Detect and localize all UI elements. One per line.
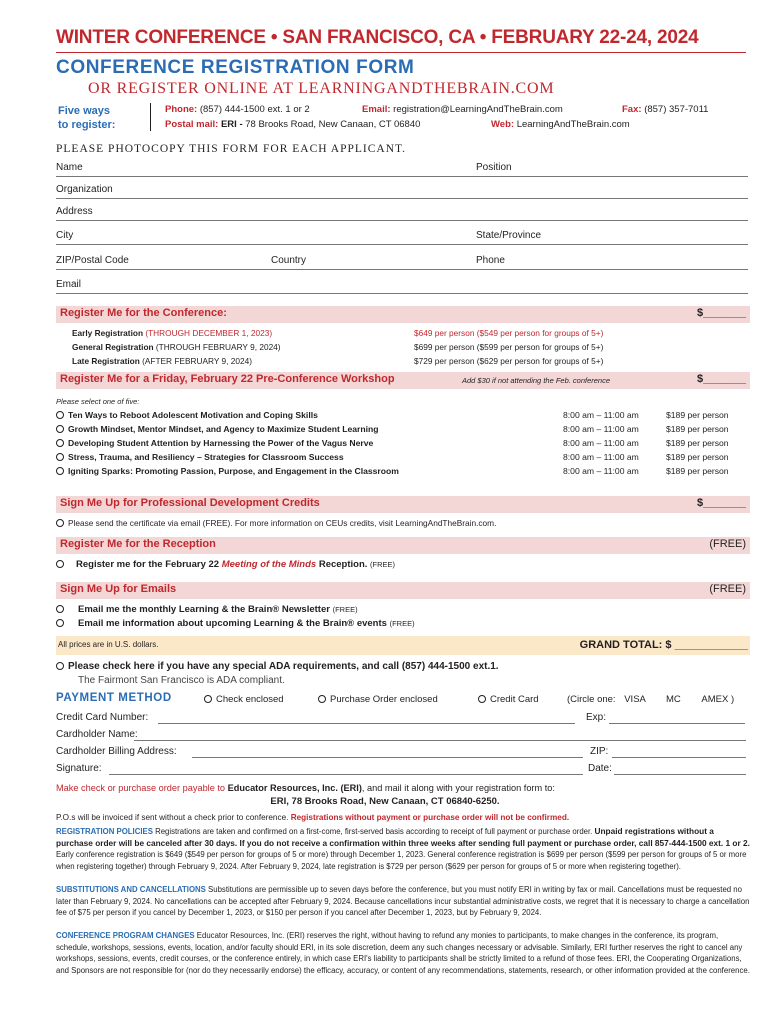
payment-title: PAYMENT METHOD <box>56 692 172 704</box>
ada-line: Please check here if you have any special ADA requirements, and call (857) 444-1500 ext.1. <box>68 661 499 672</box>
workshop-item-title: Igniting Sparks: Promoting Passion, Purpose, and Engagement in the Classroom <box>68 466 399 476</box>
address-field[interactable] <box>56 220 748 221</box>
card-number-label: Credit Card Number: <box>56 712 149 723</box>
checkbox-circle-icon[interactable] <box>56 662 64 670</box>
position-label: Position <box>476 162 512 173</box>
payable-address: ERI, 78 Brooks Road, New Canaan, CT 06840-6250. <box>270 796 500 807</box>
city-label: City <box>56 230 74 241</box>
mail-value: 78 Brooks Road, New Canaan, CT 06840 <box>245 119 421 130</box>
po-note: P.O.s will be invoiced if sent without a check prior to conference. <box>56 813 289 822</box>
events-option-label: Email me information about upcoming Learning & the Brain® events <box>78 618 387 629</box>
amex-option[interactable]: AMEX ) <box>701 694 735 705</box>
zip-label: ZIP/Postal Code <box>56 255 129 266</box>
reception-amount: (FREE) <box>709 538 746 550</box>
checkbox-circle-icon[interactable] <box>204 695 212 703</box>
payable-pre: Make check or purchase order payable to <box>56 783 226 793</box>
contact-row-1 <box>165 104 310 115</box>
organization-field[interactable] <box>56 198 748 199</box>
workshop-bar <box>56 372 750 389</box>
workshop-item-title: Ten Ways to Reboot Adolescent Motivation and Coping Skills <box>68 410 318 420</box>
contact-fax <box>622 104 708 115</box>
workshop-item-price: $189 per person <box>666 466 729 476</box>
country-label: Country <box>271 255 307 266</box>
checkbox-circle-icon[interactable] <box>56 560 64 568</box>
ways-divider <box>150 103 151 131</box>
address-label: Address <box>56 206 93 217</box>
workshop-item-price: $189 per person <box>666 452 729 462</box>
registration-policies <box>56 826 752 872</box>
circle-one-label: (Circle one: <box>567 694 616 705</box>
checkbox-circle-icon[interactable] <box>56 605 64 613</box>
late-note: (AFTER FEBRUARY 9, 2024) <box>142 356 252 366</box>
workshop-item-price: $189 per person <box>666 438 729 448</box>
organization-label: Organization <box>56 184 113 195</box>
checkbox-circle-icon[interactable] <box>318 695 326 703</box>
workshop-item-title: Stress, Trauma, and Resiliency – Strategies for Classroom Success <box>68 452 344 462</box>
checkbox-circle-icon[interactable] <box>56 411 64 419</box>
workshop-note: Add $30 if not attending the Feb. conference <box>462 376 611 385</box>
emails-bar <box>56 582 750 599</box>
payable-line <box>56 783 555 793</box>
prices-note: All prices are in U.S. dollars. <box>58 640 159 649</box>
payment-po-label: Purchase Order enclosed <box>330 694 438 705</box>
zip-pay-label: ZIP: <box>590 746 609 757</box>
online-line[interactable]: OR REGISTER ONLINE AT LEARNINGANDTHEBRAIN.COM <box>88 80 555 97</box>
exp-field[interactable] <box>609 723 745 724</box>
email-label: Email: <box>362 104 391 115</box>
workshop-title: Register Me for a Friday, February 22 Pre-Conference Workshop <box>60 373 395 385</box>
web-label: Web: <box>491 119 515 130</box>
fax-value: (857) 357-7011 <box>644 104 709 115</box>
conference-bar <box>56 306 750 323</box>
payment-check[interactable] <box>204 694 284 705</box>
mail-label: Postal mail: <box>165 119 219 130</box>
signature-label: Signature: <box>56 763 102 774</box>
credits-title: Sign Me Up for Professional Development Credits <box>60 497 320 509</box>
registration-policies-text: Registrations are taken and confirmed on a first-come, first-served basis according to receipt of full payment or purchase order. <box>155 827 593 836</box>
grand-total[interactable]: GRAND TOTAL: $ ____________ <box>579 639 748 651</box>
payment-card-label: Credit Card <box>490 694 539 705</box>
general-note: (THROUGH FEBRUARY 9, 2024) <box>155 342 281 352</box>
ways-label-line1: Five ways <box>58 105 110 117</box>
workshop-item-title: Developing Student Attention by Harnessing the Power of the Vagus Nerve <box>68 438 374 448</box>
newsletter-option-label: Email me the monthly Learning & the Brain® Newsletter <box>78 604 330 615</box>
payable-bold: Educator Resources, Inc. (ERI) <box>227 783 362 793</box>
emails-title: Sign Me Up for Emails <box>60 583 177 595</box>
signature-field[interactable] <box>109 774 583 775</box>
photocopy-note: PLEASE PHOTOCOPY THIS FORM FOR EACH APPLICANT. <box>56 143 407 155</box>
general-name: General Registration <box>72 342 154 352</box>
state-label: State/Province <box>476 230 542 241</box>
conference-title: Register Me for the Conference: <box>60 307 227 319</box>
payment-card[interactable] <box>478 694 539 705</box>
checkbox-circle-icon[interactable] <box>56 619 64 627</box>
email-value[interactable]: registration@LearningAndTheBrain.com <box>393 104 563 115</box>
workshop-item-title: Growth Mindset, Mentor Mindset, and Agency to Maximize Student Learning <box>68 424 379 434</box>
zip-field[interactable] <box>56 269 748 270</box>
substitutions-text: Substitutions are permissible up to seven days before the conference, but you must notify ERI in writing by fax or mail. Cancellations must be requested no later than February 9, 2024. No cancellations can be accepted after February 9, 2024. Because cancellations incur substantial administrative costs, we regret that it is necessary to charge a cancellation fee of $75 per person if you cancel by December 1, 2023, or $150 per person if you cancel after December 1, 2023, but by February 9, 2024. <box>56 885 750 917</box>
visa-option[interactable]: VISA <box>624 694 646 705</box>
workshop-item[interactable] <box>56 438 373 448</box>
mail-value-bold: ERI - <box>220 119 243 130</box>
workshop-item-time: 8:00 am – 11:00 am <box>563 466 639 476</box>
ada-option[interactable] <box>56 661 499 672</box>
checkbox-circle-icon[interactable] <box>56 467 64 475</box>
city-field[interactable] <box>56 244 748 245</box>
newsletter-option[interactable] <box>56 604 358 615</box>
program-changes-text: Educator Resources, Inc. (ERI) reserves the right, without having to refund any monies to participants, to make changes in the conference, its program, schedule, workshops, sessions, events, location, and/or faculty should ERI, in its sole discretion, deem any such changes necessary or advisable. Similarly, ERI further reserves the right to cancel any workshops, sessions, events, credit courses, or the conference entirely, in which case ERI's liability to participants shall be strictly limited to a refund of those fees. ERI, the Cooperating Organizations, and Sponsors are not responsible for (nor do they necessarily endorse) the efficacy, accuracy, or content of any recommendations, statements, research, or other information provided at the conference. <box>56 931 750 975</box>
workshop-item-time: 8:00 am – 11:00 am <box>563 438 639 448</box>
substitutions-policies <box>56 884 752 919</box>
phone-label: Phone: <box>165 104 198 115</box>
reception-option-post: Reception. <box>318 559 368 570</box>
phone-value[interactable]: (857) 444-1500 ext. 1 or 2 <box>199 104 310 115</box>
payment-check-label: Check enclosed <box>216 694 284 705</box>
checkbox-circle-icon[interactable] <box>56 519 64 527</box>
cardholder-field[interactable] <box>134 740 746 741</box>
reception-bar <box>56 537 750 554</box>
workshop-item[interactable] <box>56 424 379 434</box>
early-registration[interactable] <box>72 328 272 338</box>
registration-policies-head: REGISTRATION POLICIES <box>56 827 153 836</box>
contact-web <box>491 119 630 130</box>
events-option-free: (FREE) <box>389 619 415 628</box>
program-changes-head: CONFERENCE PROGRAM CHANGES <box>56 931 195 940</box>
reception-option-em: Meeting of the Minds <box>221 559 317 570</box>
emails-amount: (FREE) <box>709 583 746 595</box>
registration-policies-rest: Early conference registration is $649 ($549 per person for groups of 5 or more) through December 1, 2023. General conference registration is $699 per person ($599 per person for groups of 5 or more when registering together) through February 9, 2024. After February 9, 2024, late registration is $729 per person ($629 per person for groups of 5 or more when registering together). <box>56 850 747 871</box>
ada-compliant: The Fairmont San Francisco is ADA compliant. <box>78 675 285 686</box>
ways-label-line2: to register: <box>58 119 116 131</box>
cardholder-label: Cardholder Name: <box>56 729 138 740</box>
program-changes <box>56 930 752 976</box>
reception-option[interactable] <box>56 559 395 570</box>
name-label: Name <box>56 162 83 173</box>
card-type-circle <box>567 694 734 705</box>
reception-option-free: (FREE) <box>370 560 396 569</box>
reception-title: Register Me for the Reception <box>60 538 216 550</box>
checkbox-circle-icon[interactable] <box>56 425 64 433</box>
general-price: $699 per person ($599 per person for groups of 5+) <box>414 342 604 352</box>
checkbox-circle-icon[interactable] <box>56 453 64 461</box>
fax-label: Fax: <box>622 104 642 115</box>
exp-label: Exp: <box>586 712 607 723</box>
late-price: $729 per person ($629 per person for groups of 5+) <box>414 356 604 366</box>
events-option[interactable] <box>56 618 415 629</box>
card-number-field[interactable] <box>158 723 575 724</box>
name-field[interactable] <box>56 176 748 177</box>
workshop-select-note: Please select one of five: <box>56 397 140 406</box>
zip-pay-field[interactable] <box>612 757 746 758</box>
payable-post: , and mail it along with your registration form to: <box>361 783 555 793</box>
checkbox-circle-icon[interactable] <box>56 439 64 447</box>
credits-amount[interactable]: $_______ <box>697 497 746 509</box>
credits-option[interactable] <box>56 518 496 528</box>
billing-field[interactable] <box>192 757 583 758</box>
workshop-item-price: $189 per person <box>666 424 729 434</box>
contact-email <box>362 104 563 115</box>
workshop-item[interactable] <box>56 466 399 476</box>
general-registration[interactable] <box>72 342 281 352</box>
web-value[interactable]: LearningAndTheBrain.com <box>516 119 630 130</box>
late-name: Late Registration <box>72 356 140 366</box>
registration-policies-bold: Unpaid registrations without a purchase order will be canceled after 30 days. If you do not receive a confirmation within three weeks after sending full payment or purchase order, call 857-444-1500 ext. 1 or 2. <box>56 826 750 848</box>
checkbox-circle-icon[interactable] <box>478 695 486 703</box>
ways-label <box>58 104 115 132</box>
early-price: $649 per person ($549 per person for groups of 5+) <box>414 328 604 338</box>
email-field[interactable] <box>56 293 748 294</box>
workshop-item[interactable] <box>56 410 318 420</box>
date-field[interactable] <box>614 774 746 775</box>
workshop-item[interactable] <box>56 452 344 462</box>
po-note-line <box>56 813 569 822</box>
early-note: (THROUGH DECEMBER 1, 2023) <box>145 328 273 338</box>
credits-option-label: Please send the certificate via email (FREE). For more information on CEUs credits, visit LearningAndTheBrain.com. <box>68 518 497 528</box>
workshop-amount[interactable]: $_______ <box>697 373 746 385</box>
conference-amount[interactable]: $_______ <box>697 307 746 319</box>
mc-option[interactable]: MC <box>665 694 681 705</box>
workshop-item-time: 8:00 am – 11:00 am <box>563 452 639 462</box>
late-registration[interactable] <box>72 356 252 366</box>
newsletter-option-free: (FREE) <box>332 605 358 614</box>
grand-total-bar <box>56 636 750 655</box>
contact-row-2 <box>165 119 420 130</box>
billing-label: Cardholder Billing Address: <box>56 746 177 757</box>
phone-field-label: Phone <box>476 255 505 266</box>
event-line: WINTER CONFERENCE • SAN FRANCISCO, CA • FEBRUARY 22-24, 2024 <box>56 27 699 48</box>
reception-option-pre: Register me for the February 22 <box>76 559 220 570</box>
date-label: Date: <box>588 763 612 774</box>
workshop-item-time: 8:00 am – 11:00 am <box>563 410 639 420</box>
early-name: Early Registration <box>72 328 144 338</box>
form-title: CONFERENCE REGISTRATION FORM <box>56 57 415 78</box>
header-divider <box>56 52 746 53</box>
workshop-item-time: 8:00 am – 11:00 am <box>563 424 639 434</box>
payment-po[interactable] <box>318 694 438 705</box>
po-warning: Registrations without payment or purchase order will not be confirmed. <box>290 813 570 822</box>
workshop-item-price: $189 per person <box>666 410 729 420</box>
email-field-label: Email <box>56 279 82 290</box>
credits-bar <box>56 496 750 513</box>
substitutions-head: SUBSTITUTIONS AND CANCELLATIONS <box>56 885 206 894</box>
